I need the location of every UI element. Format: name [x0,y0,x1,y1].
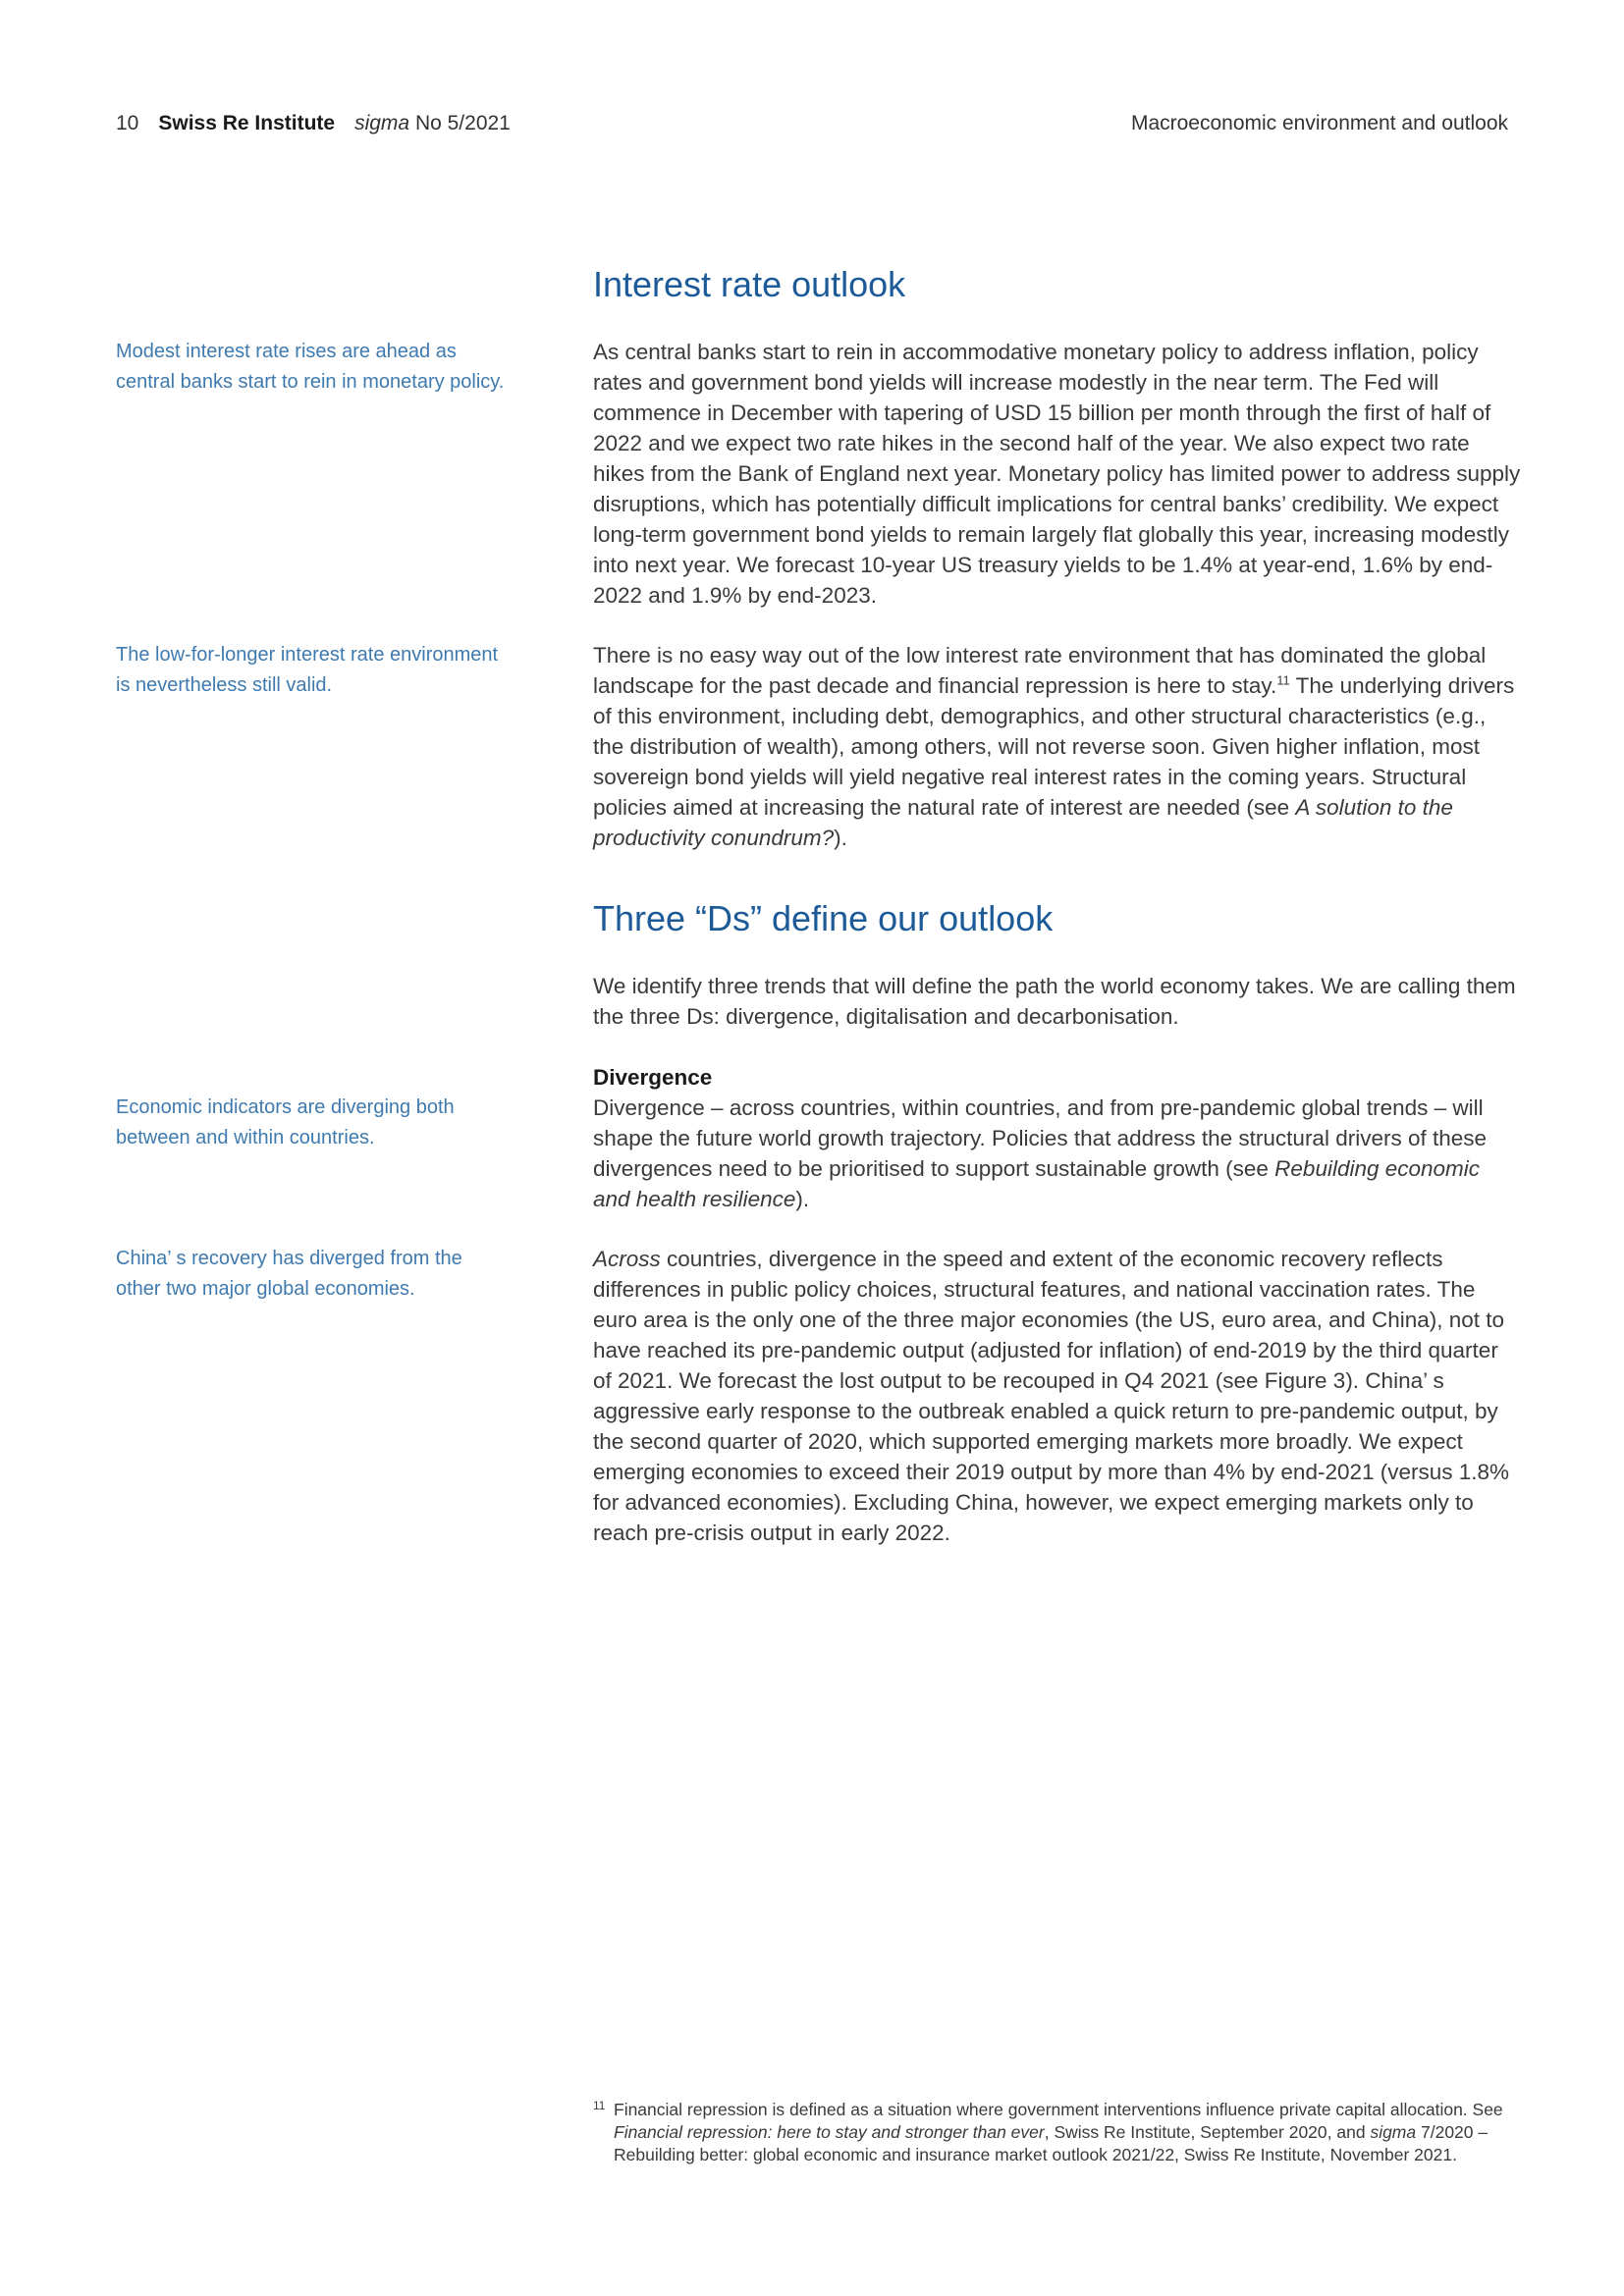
paragraph-divergence: Divergence – across countries, within countries, and from pre-pandemic global trends – will shape the future world growth trajectory. Policies that address the structural drivers of these divergences need to be prioritised to support sustainable growth (see Rebuilding economic and health resilience). [593,1095,1488,1211]
header-left [116,112,511,135]
section-title: Macroeconomic environment and outlook [1130,112,1508,134]
footnote-number: 11 [593,2099,606,2112]
heading-three-ds: Three “Ds” define our outlook [593,898,1054,938]
page-header [116,112,1508,141]
margin-note-china: China’ s recovery has diverged from the other two major global economies. [116,1248,462,1300]
footnote-ref: 11 [1276,672,1290,688]
publication-name: sigma [354,112,410,134]
margin-note-divergence: Economic indicators are diverging both between and within countries. [116,1096,455,1148]
paragraph-across-countries: Across countries, divergence in the speed and extent of the economic recovery reflects differences in public policy choices, structural features, and national vaccination rates. The euro area is the only one of the three major economies (the US, euro area, and China), not to have reached its pre-pandemic output (adjusted for inflation) of end-2019 by the third quarter of 2021. We forecast the lost output to be recouped in Q4 2021 (see Figure 3). China’ s aggressive early response to the outbreak enabled a quick return to pre-pandemic output, by the second quarter of 2020, which supported emerging markets more broadly. We expect emerging economies to exceed their 2019 output by more than 4% by end-2021 (versus 1.8% for advanced economies). Excluding China, however, we expect emerging markets only to reach pre-crisis output in early 2022. [593,1247,1510,1545]
footnote [593,2099,1506,2166]
margin-note-rates: Modest interest rate rises are ahead as central banks start to rein in monetary policy. [116,341,505,393]
footnote-text: Financial repression is defined as a situation where government interventions influence private capital allocation. See Financial repression: here to stay and stronger than ever, Swiss Re Institute, September 2020, and sigma 7/2020 – Rebuilding better: global economic and insurance market outlook 2021/22, Swiss Re Institute, November 2021. [614,2100,1503,2164]
publication-issue: No 5/2021 [409,112,511,134]
paragraph-rates: As central banks start to rein in accommodative monetary policy to address inflation, policy rates and government bond yields will increase modestly in the near term. The Fed will commence in December with tapering of USD 15 billion per month through the first of half of 2022 and we expect two rate hikes in the second half of the year. We also expect two rate hikes from the Bank of England next year. Monetary policy has limited power to address supply disruptions, which has potentially difficult implications for central banks’ credibility. We expect long-term government bond yields to remain largely flat globally this year, increasing modestly into next year. We forecast 10-year US treasury yields to be 1.4% at year-end, 1.6% by end-2022 and 1.9% by end-2023. [593,340,1521,608]
brand-name: Swiss Re Institute [158,112,336,134]
heading-interest-rate-outlook: Interest rate outlook [593,264,906,304]
subheading-divergence: Divergence [593,1065,713,1090]
margin-note-low-for-longer: The low-for-longer interest rate environment is nevertheless still valid. [116,644,499,696]
paragraph-low-rates: There is no easy way out of the low interest rate environment that has dominated the global landscape for the past decade and financial repression is here to stay.$^{11}$ The underlying drivers of this environment, including debt, demographics, and other structural characteristics (e.g., the distribution of wealth), among others, will not reverse soon. Given higher inflation, most sovereign bond yields will yield negative real interest rates in the coming years. Structural policies aimed at increasing the natural rate of interest are needed (see A solution to the productivity conundrum?). [593,643,1515,850]
page-number: 10 [116,112,139,134]
paragraph-three-ds-intro: We identify three trends that will define the path the world economy takes. We are calling them the three Ds: divergence, digitalisation and decarbonisation. [593,974,1516,1029]
